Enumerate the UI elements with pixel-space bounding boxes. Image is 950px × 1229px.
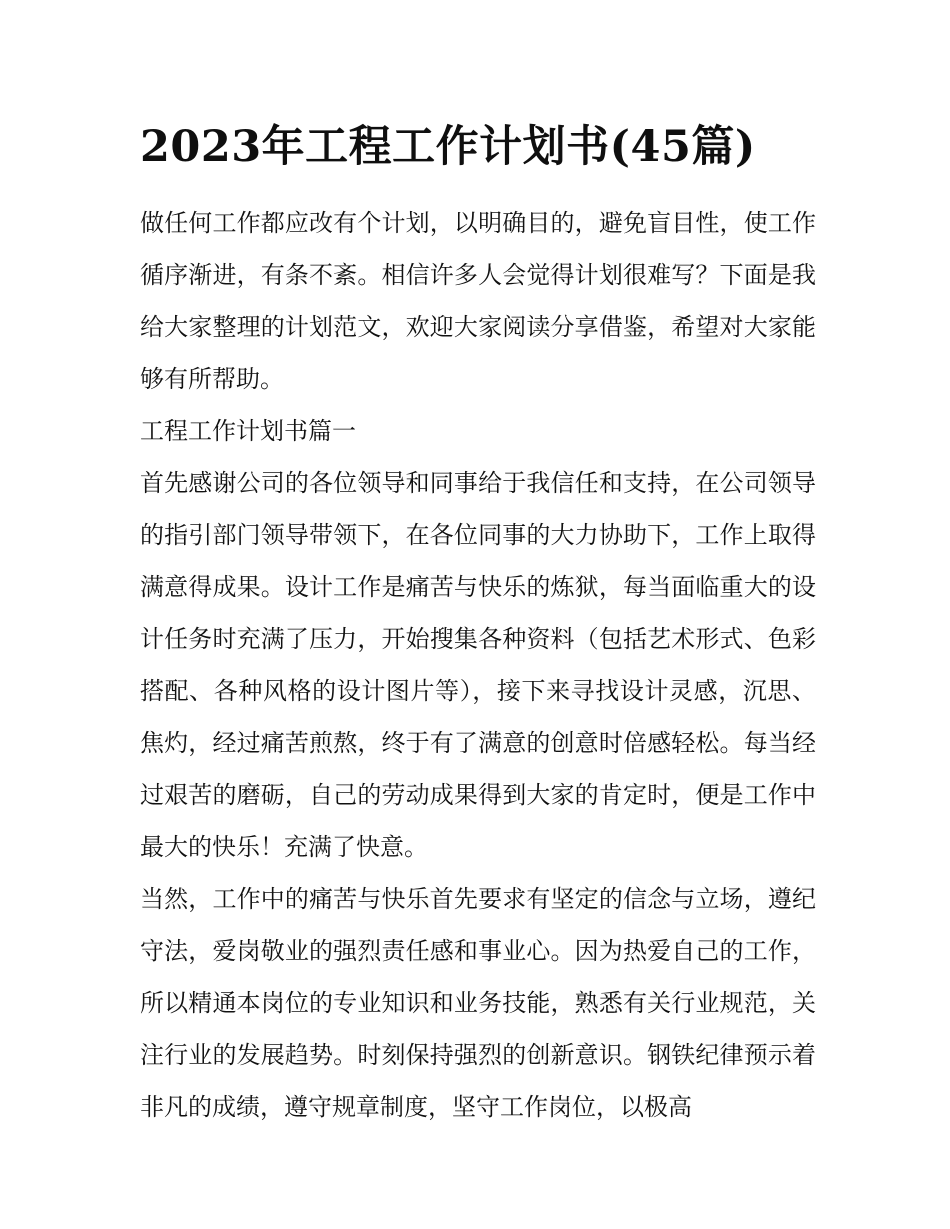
- section-heading: 工程工作计划书篇一: [140, 417, 356, 445]
- intro-paragraph: 做任何工作都应改有个计划，以明确目的，避免盲目性，使工作循序渐进，有条不紊。相信许多人会觉得计划很难写？下面是我给大家整理的计划范文，欢迎大家阅读分享借鉴，希望对大家能够有所帮助。: [140, 209, 816, 393]
- body-paragraph: 首先感谢公司的各位领导和同事给于我信任和支持，在公司领导的指引部门领导带领下，在各位同事的大力协助下，工作上取得满意得成果。设计工作是痛苦与快乐的炼狱，每当面临重大的设计任务时充满了压力，开始搜集各种资料（包括艺术形式、色彩搭配、各种风格的设计图片等），接下来寻找设计灵感，沉思、焦灼，经过痛苦煎熬，终于有了满意的创意时倍感轻松。每当经过艰苦的磨砺，自己的劳动成果得到大家的肯定时，便是工作中最大的快乐！充满了快意。: [140, 469, 816, 861]
- body-paragraph: 当然，工作中的痛苦与快乐首先要求有坚定的信念与立场，遵纪守法，爱岗敬业的强烈责任感和事业心。因为热爱自己的工作，所以精通本岗位的专业知识和业务技能，熟悉有关行业规范，关注行业的发展趋势。时刻保持强烈的创新意识。钢铁纪律预示着非凡的成绩，遵守规章制度，坚守工作岗位，以极高: [140, 885, 816, 1121]
- document-title: 2023年工程工作计划书(45篇): [140, 122, 756, 172]
- document-body: [140, 197, 816, 1133]
